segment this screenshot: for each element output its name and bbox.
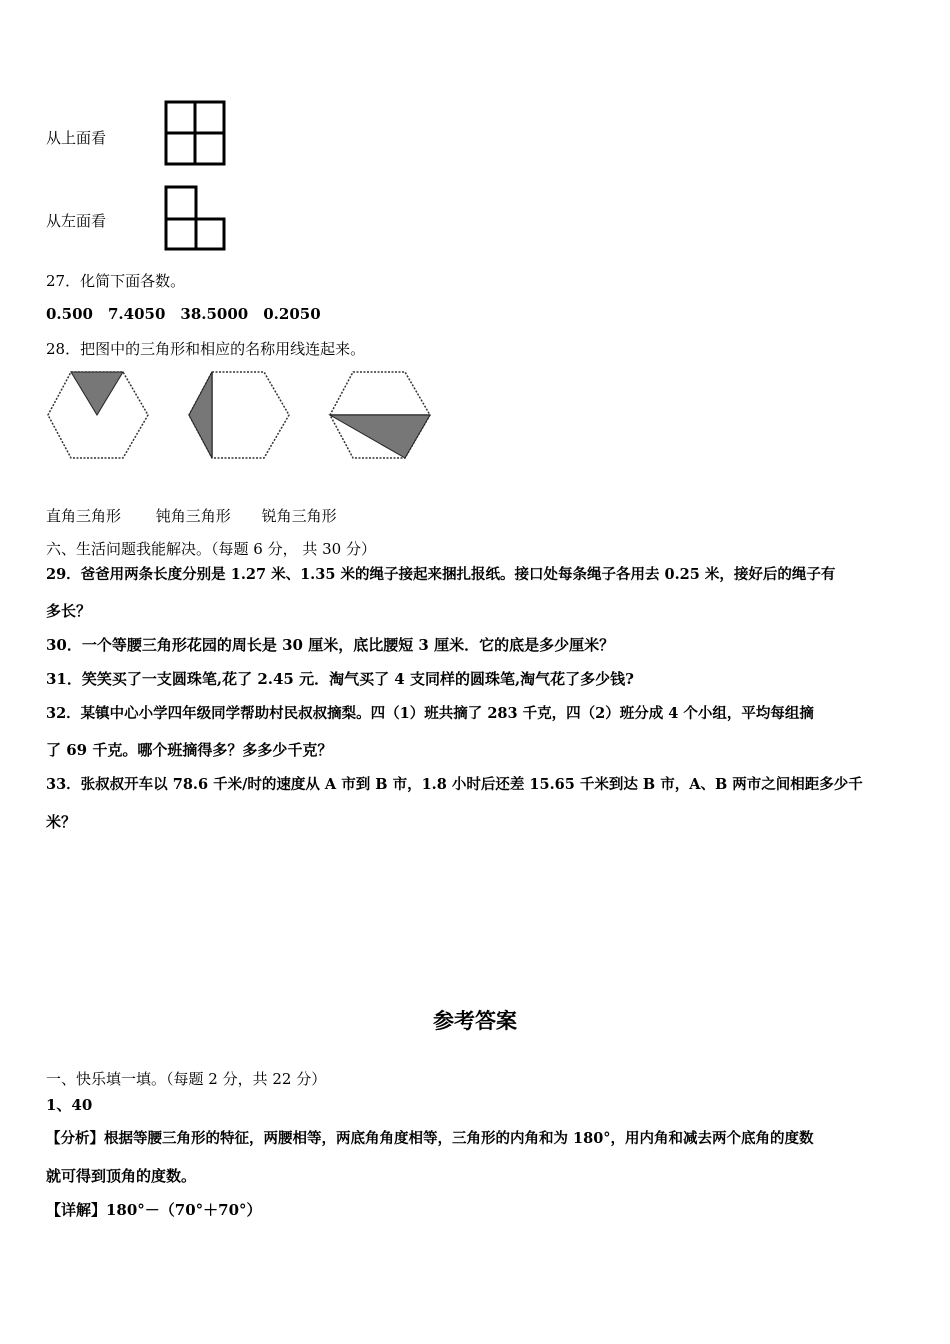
- question-32-line-1: 32．某镇中心小学四年级同学帮助村民叔叔摘梨。四（1）班共摘了 283 千克，四（2）班分成 4 个小组，平均每组摘: [46, 705, 814, 722]
- question-32-line-2: 了 69 千克。哪个班摘得多？多多少千克？: [46, 741, 333, 759]
- question-27: 27．化简下面各数。: [46, 272, 186, 290]
- hexagon-figure-3: [328, 368, 434, 462]
- hexagon-figure-1: [46, 368, 150, 462]
- answers-title: 参考答案: [433, 1009, 517, 1033]
- view-top-label: 从上面看: [46, 129, 107, 147]
- section-6-heading: 六、生活问题我能解决。（每题 6 分， 共 30 分）: [46, 540, 376, 558]
- question-29-line-2: 多长？: [46, 602, 92, 620]
- triangle-name-obtuse: 钝角三角形: [155, 507, 231, 525]
- question-33-line-2: 米？: [46, 813, 77, 831]
- view-left-label: 从左面看: [46, 212, 107, 230]
- triangle-name-acute: 锐角三角形: [261, 507, 337, 525]
- left-view-figure: [162, 185, 228, 253]
- question-27-numbers: 0.500 7.4050 38.5000 0.2050: [46, 305, 321, 323]
- triangle-names: [46, 506, 337, 526]
- answer-1-analysis-line-2: 就可得到顶角的度数。: [46, 1167, 197, 1185]
- answer-1-analysis-line-1: 【分析】根据等腰三角形的特征，两腰相等，两底角角度相等，三角形的内角和为 180°，用内角和减去两个底角的度数: [46, 1130, 814, 1147]
- answer-1: 1、40: [46, 1096, 93, 1114]
- triangle-name-right: 直角三角形: [46, 507, 122, 525]
- question-30: 30．一个等腰三角形花园的周长是 30 厘米，底比腰短 3 厘米．它的底是多少厘米？: [46, 636, 615, 654]
- question-31: 31．笑笑买了一支圆珠笔,花了 2.45 元．淘气买了 4 支同样的圆珠笔,淘气花了多少钱?: [46, 670, 634, 688]
- answer-1-detail: 【详解】180°－（70°＋70°）: [46, 1201, 262, 1219]
- top-view-figure: [162, 100, 228, 168]
- question-28: 28．把图中的三角形和相应的名称用线连起来。: [46, 340, 366, 358]
- answers-section-1-heading: 一、快乐填一填。（每题 2 分，共 22 分）: [46, 1070, 327, 1088]
- question-29-line-1: 29．爸爸用两条长度分别是 1.27 米、1.35 米的绳子接起来捆扎报纸。接口处每条绳子各用去 0.25 米，接好后的绳子有: [46, 566, 836, 583]
- question-33-line-1: 33．张叔叔开车以 78.6 千米/时的速度从 A 市到 B 市，1.8 小时后还差 15.65 千米到达 B 市，A、B 两市之间相距多少千: [46, 776, 863, 793]
- hexagon-figure-2: [187, 368, 293, 462]
